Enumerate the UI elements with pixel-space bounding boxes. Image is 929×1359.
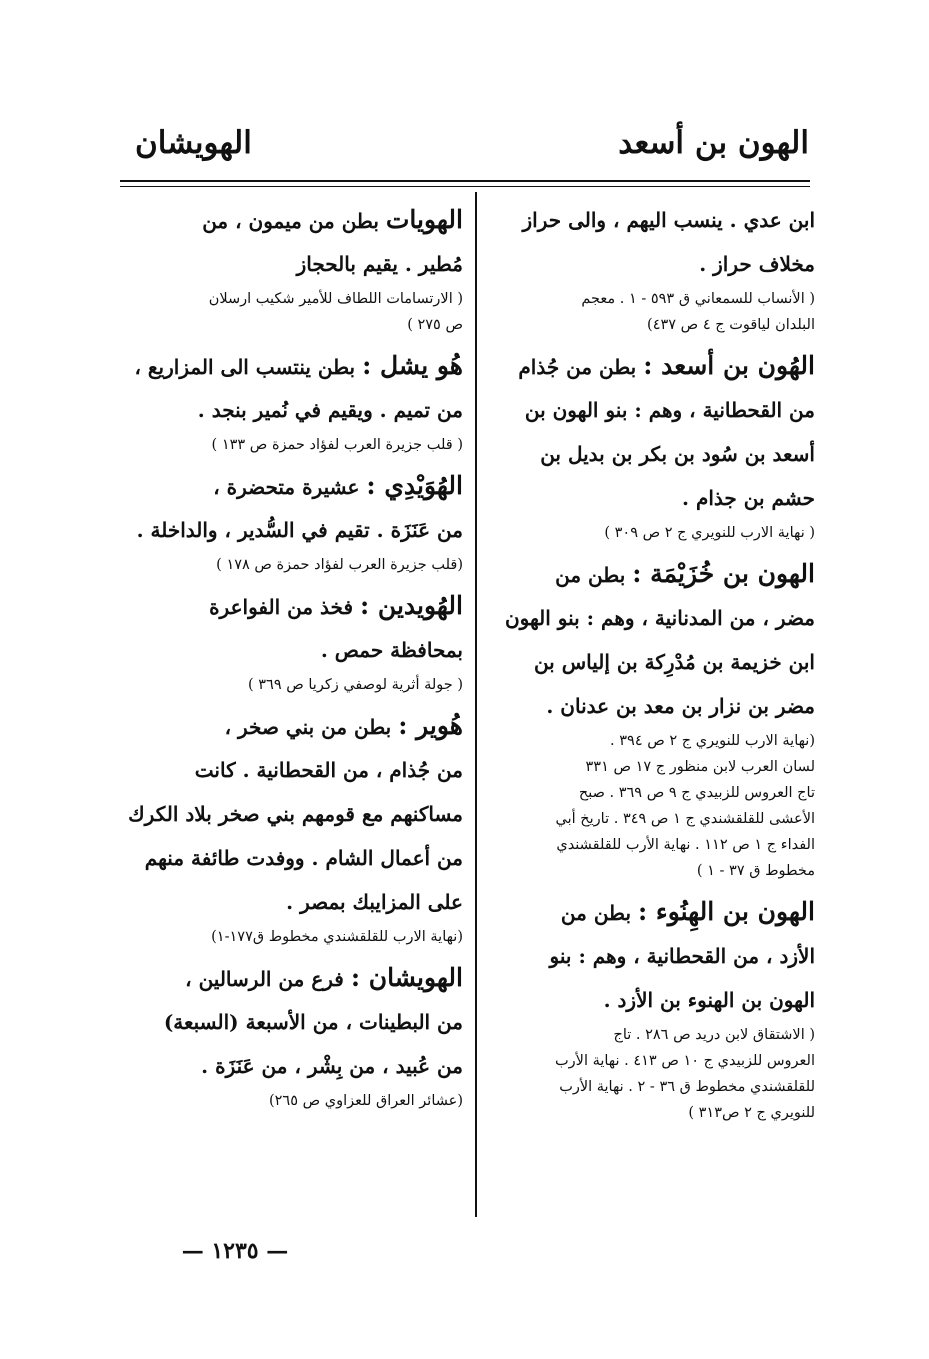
source-line: تاج العروس للزبيدي ج ٩ ص ٣٦٩ . صبح [578, 785, 815, 801]
source-line: ص ٢٧٥ ) [407, 317, 463, 333]
source-line: (عشائر العراق للعزاوي ص ٢٦٥) [268, 1093, 463, 1109]
entry-line [118, 584, 463, 628]
entry-headword: الهُون بن أسعد : [643, 351, 815, 380]
column-divider [475, 192, 477, 1217]
source-line: مخطوط ق ٣٧ - ١ ) [696, 863, 815, 879]
left-column [118, 198, 463, 1114]
text-line: الهون بن الهنوء بن الأزد . [603, 988, 815, 1012]
text-line: من جُذام ، من القحطانية . كانت [194, 758, 463, 782]
text-line: حشم بن جذام . [682, 486, 815, 510]
text-line: من عُبيد ، من بِشْر ، من عَنَزَة . [201, 1054, 463, 1078]
text-line: أسعد بن سُود بن بكر بن بديل بن [540, 442, 815, 466]
entry-headword: هُو يشل : [362, 351, 463, 380]
source-line: (قلب جزيرة العرب لفؤاد حمزة ص ١٧٨ ) [216, 557, 463, 573]
entry-headword: الهون بن خُزَيْمَة : [632, 559, 815, 588]
entry-headword: الهون بن الهِنُوء : [638, 897, 815, 926]
entry-line [118, 956, 463, 1000]
text-line: من تميم . ويقيم في نُمير بنجد . [197, 398, 463, 422]
text-line: ابن خزيمة بن مُدْرِكة بن إلياس بن [533, 650, 815, 674]
entry-text: فرع من الرسالين ، [185, 967, 344, 991]
entry-headword: الهُوَيْدِي : [366, 471, 463, 500]
right-column [488, 198, 815, 1126]
entry-text: عشيرة متحضرة ، [213, 475, 360, 499]
source-line: ( الاشتقاق لابن دريد ص ٢٨٦ . تاج [613, 1027, 815, 1043]
entry-line [488, 890, 815, 934]
entry-text: بطن من بني صخر ، [224, 715, 392, 739]
source-line: الفداء ج ١ ص ١١٢ . نهاية الأرب للقلقشندي [556, 837, 815, 853]
source-line: العروس للزبيدي ج ١٠ ص ٤١٣ . نهاية الأرب [555, 1053, 815, 1069]
entry-line [118, 344, 463, 388]
text-line: بمحافظة حمص . [320, 638, 463, 662]
source-line: البلدان لياقوت ج ٤ ص ٤٣٧) [647, 317, 815, 333]
text-line: من البطينات ، من الأسبعة (السبعة) [163, 1010, 463, 1034]
entry-text: بطن من [560, 901, 632, 925]
header-rule-bottom [120, 186, 810, 187]
entry-text: بطن من [555, 563, 626, 587]
source-line: للنويري ج ٢ ص٣١٣ ) [688, 1105, 815, 1121]
entry-text: بطن من ميمون ، من [202, 209, 379, 233]
text-line: على المزايبك بمصر . [286, 890, 463, 914]
source-line: ( نهاية الارب للنويري ج ٢ ص ٣٠٩ ) [604, 525, 815, 541]
text-line: من أعمال الشام . ووفدت طائفة منهم [144, 846, 463, 870]
text-line: الأزد ، من القحطانية ، وهم : بنو [549, 944, 815, 968]
entry-text: بطن من جُذام [518, 355, 637, 379]
entry-line [118, 198, 463, 242]
page-number: — ١٢٣٥ — [181, 1238, 289, 1264]
text-line: مخلاف حراز . [699, 252, 815, 276]
entry-line [118, 704, 463, 748]
source-line: الأعشى للقلقشندي ج ١ ص ٣٤٩ . تاريخ أبي [555, 811, 815, 827]
header-rule-top [120, 180, 810, 182]
entry-line [118, 464, 463, 508]
text-line: من القحطانية ، وهم : بنو الهون بن [524, 398, 815, 422]
source-line: (نهاية الارب للقلقشندي مخطوط ق١٧٧-١) [211, 929, 463, 945]
text-line: مساكنهم مع قومهم بني صخر بلاد الكرك [128, 802, 463, 826]
text-line: مُطير . يقيم بالحجاز [296, 252, 463, 276]
entry-headword: الهُويدين : [359, 591, 463, 620]
source-line: لسان العرب لابن منظور ج ١٧ ص ٣٣١ [585, 759, 815, 775]
entry-line [488, 552, 815, 596]
text-line: من عَنَزَة . تقيم في السُّدير ، والداخلة . [136, 518, 463, 542]
text-line: مضر بن نزار بن معد بن عدنان . [546, 694, 815, 718]
entry-headword: هُوير : [398, 711, 463, 740]
source-line: ( قلب جزيرة العرب لفؤاد حمزة ص ١٣٣ ) [211, 437, 463, 453]
source-line: ( الارتسامات اللطاف للأمير شكيب ارسلان [208, 291, 463, 307]
entry-headword: الهويات [385, 205, 463, 234]
source-line: ( جولة أثرية لوصفي زكريا ص ٣٦٩ ) [247, 677, 463, 693]
entry-headword: الهويشان : [350, 963, 463, 992]
source-line: ( الأنساب للسمعاني ق ٥٩٣ - ١ . معجم [581, 291, 815, 307]
text-line: ابن عدي . ينسب اليهم ، والى حراز [522, 208, 815, 232]
entry-line [488, 344, 815, 388]
header-right-title: الهون بن أسعد [618, 125, 809, 161]
source-line: للقلقشندي مخطوط ق ٣٦ - ٢ . نهاية الأرب [559, 1079, 815, 1095]
source-line: (نهاية الارب للنويري ج ٢ ص ٣٩٤ . [610, 733, 815, 749]
entry-text: فخذ من الفواعرة [209, 595, 354, 619]
entry-text: بطن ينتسب الى المزاريع ، [134, 355, 356, 379]
text-line: مضر ، من المدنانية ، وهم : بنو الهون [504, 606, 815, 630]
header-left-title: الهويشان [135, 125, 252, 161]
